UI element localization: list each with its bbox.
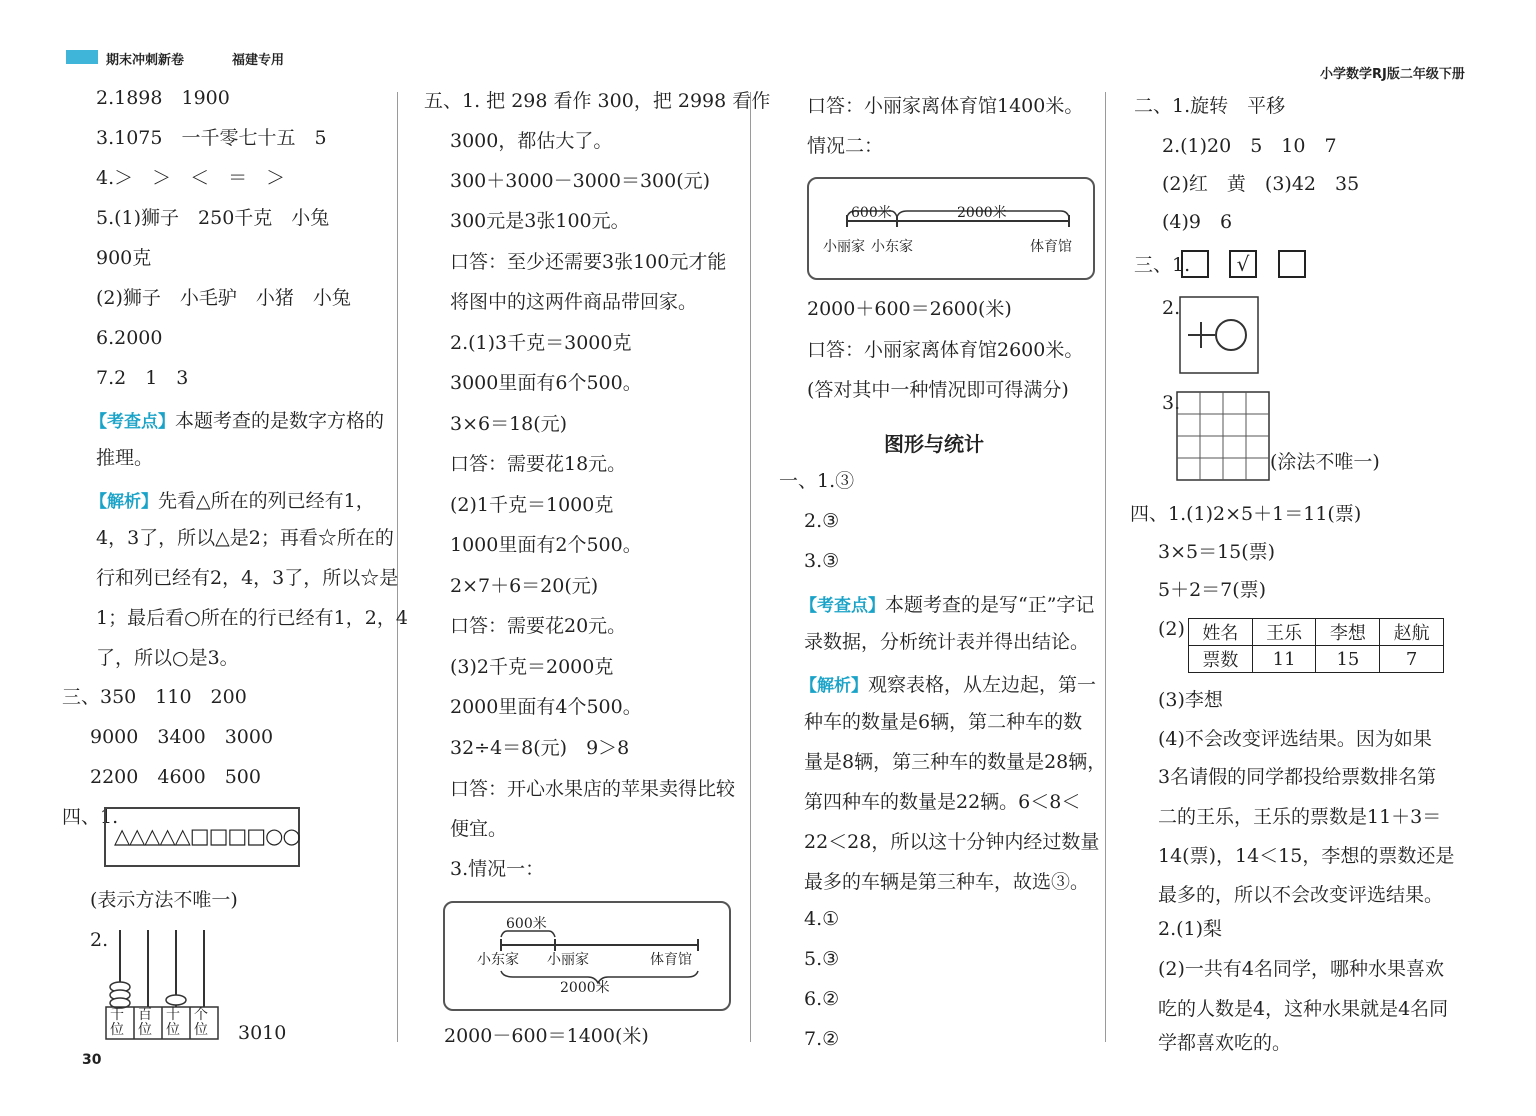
explain-line: 录数据，分析统计表并得出结论。 <box>804 631 1090 653</box>
answer-line: 情况二： <box>807 135 884 157</box>
column-divider-2 <box>750 92 751 1042</box>
answer-line: 6.② <box>804 988 840 1010</box>
table-cell: 姓名 <box>1189 619 1253 646</box>
answer-line: 2.(1)3千克＝3000克 <box>450 332 632 354</box>
kaochadian-text: 本题考查的是写“正”字记 <box>885 594 1095 616</box>
question-label: 2. <box>1162 297 1181 319</box>
answer-line: 6.2000 <box>96 327 163 349</box>
table-cell: 王乐 <box>1252 619 1316 646</box>
kaochadian-text: 本题考查的是数字方格的 <box>175 410 385 432</box>
explain-line: 最多的车辆是第三种车，故选③。 <box>804 871 1090 893</box>
diagram-1-label-xiaoli: 小丽家 <box>547 952 589 968</box>
answer-line: (2)1千克＝1000克 <box>450 494 614 516</box>
answer-line: 吃的人数是4，这种水果就是4名同 <box>1158 998 1449 1020</box>
answer-line: 学都喜欢吃的。 <box>1158 1032 1292 1054</box>
checkbox-empty <box>1278 250 1306 278</box>
answer-line: 4.① <box>804 908 840 930</box>
answer-line: 32÷4＝8(元) 9＞8 <box>450 737 630 759</box>
answer-line: (答对其中一种情况即可得满分) <box>807 379 1069 401</box>
answer-line: 5＋2＝7(票) <box>1158 579 1267 601</box>
explain-line: 1；最后看○所在的行已经有1，2，4 <box>96 607 408 629</box>
abacus-value: 3010 <box>238 1022 287 1044</box>
table-cell: 票数 <box>1189 646 1253 673</box>
answer-line: 3.1075 一千零七十五 5 <box>96 127 327 149</box>
section-four-label: 四、1. <box>62 806 119 828</box>
answer-line: 2.(1)20 5 10 7 <box>1162 135 1337 157</box>
diagram-1-label-xiaodong: 小东家 <box>477 952 519 968</box>
answer-line: 四、1.(1)2×5＋1＝11(票) <box>1130 503 1362 525</box>
answer-line: 将图中的这两件商品带回家。 <box>450 291 698 313</box>
answer-line: 14(票)，14＜15，李想的票数还是 <box>1158 845 1455 867</box>
jiexi-text: 观察表格，从左边起，第一 <box>868 674 1097 696</box>
answer-line: 一、1.③ <box>779 470 855 492</box>
answer-note: (表示方法不唯一) <box>90 889 238 911</box>
explain-line: 22＜28，所以这十分钟内经过数量 <box>804 831 1100 853</box>
answer-line: 二的王乐，王乐的票数是11＋3＝ <box>1158 806 1442 828</box>
answer-line: (3)2千克＝2000克 <box>450 656 614 678</box>
kaochadian-tag: 【考查点】 <box>800 596 885 616</box>
answer-line: 2.③ <box>804 510 840 532</box>
table-cell: 11 <box>1252 646 1316 673</box>
answer-line: 口答：小丽家离体育馆1400米。 <box>807 95 1084 117</box>
header-logo-bar <box>66 50 98 64</box>
jiexi-tag: 【解析】 <box>800 676 868 696</box>
answer-line: 9000 3400 3000 <box>90 726 274 748</box>
answer-line: 4.＞ ＞ ＜ ＝ ＞ <box>96 167 286 189</box>
explain-line: 第四种车的数量是22辆。6＜8＜ <box>804 791 1081 813</box>
answer-line: 3000，都估大了。 <box>450 130 613 152</box>
header-edition: 福建专用 <box>232 53 285 68</box>
abacus-label-ones: 个位 <box>194 1007 208 1038</box>
table-cell: 赵航 <box>1380 619 1444 646</box>
diagram-1-label-gym: 体育馆 <box>650 952 692 968</box>
answer-line: (4)不会改变评选结果。因为如果 <box>1158 728 1432 750</box>
explain-line: 了，所以○是3。 <box>96 647 239 669</box>
diagram-2-label-gym: 体育馆 <box>1030 239 1072 255</box>
jiexi-tag: 【解析】 <box>90 492 158 512</box>
abacus-label-thousands: 千位 <box>110 1007 124 1038</box>
answer-line: 二、1.旋转 平移 <box>1134 95 1286 117</box>
answer-line: 口答：至少还需要3张100元才能 <box>450 251 727 273</box>
question-label: (2) <box>1158 618 1185 640</box>
answer-line: 5.(1)狮子 250千克 小兔 <box>96 207 330 229</box>
column-divider-3 <box>1105 92 1106 1042</box>
answer-line: 5.③ <box>804 948 840 970</box>
table-row <box>1189 619 1444 646</box>
answer-line: 口答：需要花18元。 <box>450 453 627 475</box>
answer-line: 最多的，所以不会改变评选结果。 <box>1158 884 1444 906</box>
answer-line: (2)狮子 小毛驴 小猪 小兔 <box>96 287 351 309</box>
answer-line: 300元是3张100元。 <box>450 210 630 232</box>
shapes-sequence: △△△△△□□□□○○ <box>114 824 300 848</box>
question-label: 2. <box>90 929 109 951</box>
answer-line: 2000－600＝1400(米) <box>444 1025 649 1047</box>
answer-line: 900克 <box>96 247 152 269</box>
diagram-1-label-2000: 2000米 <box>560 980 610 996</box>
answer-line: 口答：需要花20元。 <box>450 615 627 637</box>
answer-line: 3000里面有6个500。 <box>450 372 642 394</box>
diagram-1-label-600: 600米 <box>506 916 547 932</box>
answer-line: 五、1. 把 298 看作 300，把 2998 看作 <box>424 90 771 112</box>
diagram-2-label-xiaoli: 小丽家 <box>823 239 865 255</box>
kaochadian-row <box>800 591 1094 616</box>
table-cell: 15 <box>1316 646 1380 673</box>
answer-line: (4)9 6 <box>1162 211 1233 233</box>
kaochadian-tag: 【考查点】 <box>90 412 175 432</box>
answer-line: 3.③ <box>804 550 840 572</box>
diagram-2-label-600: 600米 <box>851 205 892 221</box>
answer-line: 2×7＋6＝20(元) <box>450 575 599 597</box>
grid-note: (涂法不唯一) <box>1270 451 1380 473</box>
header-series: 期末冲刺新卷 <box>106 53 185 68</box>
answer-line: 三、350 110 200 <box>62 686 247 708</box>
explain-line: 4，3了，所以△是2；再看☆所在的 <box>96 527 394 549</box>
answer-line: 3×6＝18(元) <box>450 413 568 435</box>
question-label: 3. <box>1162 392 1181 414</box>
explain-line: 量是8辆，第三种车的数量是28辆， <box>804 751 1107 773</box>
answer-line: (3)李想 <box>1158 689 1223 711</box>
answer-line: 2200 4600 500 <box>90 766 261 788</box>
page-number: 30 <box>82 1052 102 1068</box>
table-cell: 李想 <box>1316 619 1380 646</box>
answer-line: 300＋3000－3000＝300(元) <box>450 170 711 192</box>
answer-line: 3×5＝15(票) <box>1158 541 1276 563</box>
diagram-2-label-xiaodong: 小东家 <box>871 239 913 255</box>
section-title: 图形与统计 <box>884 432 984 456</box>
answer-line: 7.2 1 3 <box>96 367 189 389</box>
shape-figure <box>1179 296 1261 376</box>
jiexi-row <box>90 487 375 512</box>
abacus-label-tens: 十位 <box>166 1007 180 1038</box>
vote-table <box>1188 618 1444 673</box>
jiexi-text: 先看△所在的列已经有1， <box>158 490 375 512</box>
explain-line: 推理。 <box>96 447 154 469</box>
grid-figure <box>1176 391 1272 483</box>
explain-line: 种车的数量是6辆，第二种车的数 <box>804 711 1083 733</box>
answer-line: 7.② <box>804 1028 840 1050</box>
distance-diagram-2-lines <box>807 177 1095 278</box>
answer-line: 3名请假的同学都投给票数排名第 <box>1158 766 1437 788</box>
section-three-label: 三、1. <box>1134 254 1191 276</box>
table-cell: 7 <box>1380 646 1444 673</box>
answer-line: 2.1898 1900 <box>96 87 230 109</box>
checkbox-empty <box>1181 250 1209 278</box>
answer-line: 口答：小丽家离体育馆2600米。 <box>807 339 1084 361</box>
checkbox-checked: √ <box>1229 250 1257 278</box>
table-row <box>1189 646 1444 673</box>
explain-line: 行和列已经有2，4，3了，所以☆是 <box>96 567 399 589</box>
answer-line: 2.(1)梨 <box>1158 918 1223 940</box>
kaochadian-row <box>90 407 384 432</box>
answer-line: 便宜。 <box>450 818 508 840</box>
answer-line: 2000＋600＝2600(米) <box>807 298 1012 320</box>
answer-line: 1000里面有2个500。 <box>450 534 642 556</box>
answer-line: 口答：开心水果店的苹果卖得比较 <box>450 778 736 800</box>
header-subject: 小学数学RJ版二年级下册 <box>1320 67 1465 82</box>
abacus-label-hundreds: 百位 <box>138 1007 152 1038</box>
answer-line: 2000里面有4个500。 <box>450 696 642 718</box>
answer-line: (2)一共有4名同学，哪种水果喜欢 <box>1158 958 1445 980</box>
answer-line: 3.情况一： <box>450 858 545 880</box>
diagram-2-label-2000: 2000米 <box>957 205 1007 221</box>
answer-line: (2)红 黄 (3)42 35 <box>1162 173 1360 195</box>
jiexi-row <box>800 671 1096 696</box>
